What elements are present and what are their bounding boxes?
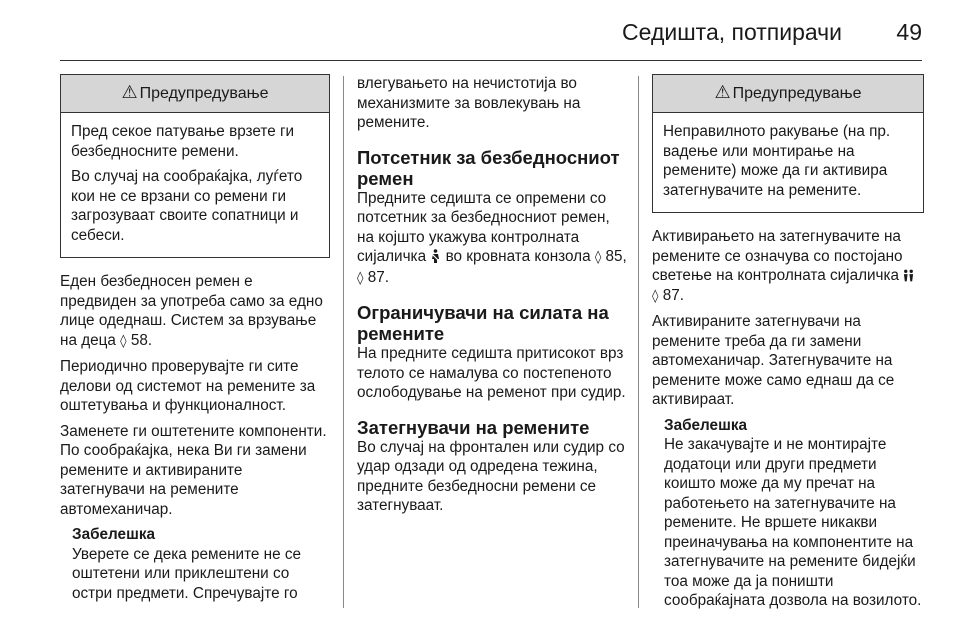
warning-box (652, 74, 924, 213)
paragraph: Активирањето на затегнувачите на ремените се означува со постојано светење на контролната сијаличка ◊ 87. (652, 227, 924, 306)
column-1 (60, 74, 330, 603)
header-rule (60, 60, 922, 61)
section-heading: Затегнувачи на ремените (357, 416, 590, 438)
note-title: Забелешка (72, 526, 155, 543)
note-text: Уверете се дека ремените не се оштетени или приклештени со остри предмети. Спречувајте го (72, 545, 302, 602)
warning-body (61, 113, 329, 257)
note-text: Не закачувајте и не монтирајте додатоци или други предмети коишто може да му пречат на работењето на затегнувачите на ремените. Не вршете никакви преиначувања на компонентите на затегнувачите на ремените бидејќи тоа може да ја поништи сообраќајната дозвола на возилото. (664, 436, 922, 609)
warning-title: Предупредување (732, 85, 862, 102)
section-heading: Потсетник за безбедносниот ремен (357, 146, 620, 189)
warning-header (61, 75, 329, 113)
page-number: 49 (896, 19, 922, 45)
column-separator (343, 76, 344, 608)
warning-icon: ⚠ (714, 82, 731, 102)
paragraph: Предните седишта се опремени со потсетник за безбедносниот ремен, на којшто укажува контролната сијаличка во кровната конзола ◊ 85, ◊ 87. (357, 189, 627, 286)
paragraph: Еден безбедносен ремен е предвиден за употреба само за едно лице одеднаш. Систем за врзување на деца ◊ 58. (60, 273, 323, 349)
page-title: Седишта, потпирачи (622, 19, 842, 45)
paragraph: Периодично проверувајте ги сите делови од системот на ремените за оштетувања и функционалност. (60, 358, 316, 414)
column-separator (638, 76, 639, 608)
warning-paragraph: Неправилното ракување (на пр. вадење или монтирање на ремените) може да ги активира затегнувачите на ремените. (663, 123, 891, 199)
page-reference-icon: ◊ (652, 288, 659, 304)
seatbelt-tensioner-icon (903, 268, 914, 282)
column-3 (652, 74, 924, 611)
warning-paragraph: Во случај на сообраќајка, луѓето кои не се врзани со ремени ги загрозуваат своите сопатници и себеси. (71, 168, 303, 244)
warning-paragraph: Пред секое патување врзете ги безбедносните ремени. (71, 123, 295, 160)
warning-box (60, 74, 330, 258)
note (664, 416, 924, 611)
warning-icon: ⚠ (121, 82, 138, 102)
paragraph: Во случај на фронтален или судир со удар одзади од одредена тежина, предните безбедносни ремени се затегнуваат. (357, 438, 625, 514)
paragraph: влегувањето на нечистотија во механизмите за вовлекувањ на ремените. (357, 75, 581, 131)
warning-header (653, 75, 923, 113)
page-reference-icon: ◊ (594, 250, 602, 265)
paragraph: На предните седишта притисокот врз телото се намалува со постепеното ослободување на ременот при судир. (357, 345, 626, 401)
page-header (60, 18, 922, 58)
warning-title: Предупредување (139, 85, 269, 102)
page-reference-icon: ◊ (120, 333, 127, 349)
column-2 (357, 74, 627, 522)
section-heading: Ограничувачи на силата на ремените (357, 302, 609, 344)
warning-body (653, 113, 923, 212)
note-title: Забелешка (664, 416, 747, 434)
page-reference-icon: ◊ (357, 270, 364, 286)
paragraph: Заменете ги оштетените компоненти. По сообраќајка, нека Ви ги замени ремените и активираните затегнувачи на ремените автомеханичар. (60, 422, 327, 518)
paragraph: Активираните затегнувачи на ремените треба да ги замени автомеханичар. Затегнувачите на ремените може само еднаш да се активираат. (652, 313, 895, 408)
seatbelt-reminder-icon (430, 249, 441, 263)
note (72, 525, 330, 603)
